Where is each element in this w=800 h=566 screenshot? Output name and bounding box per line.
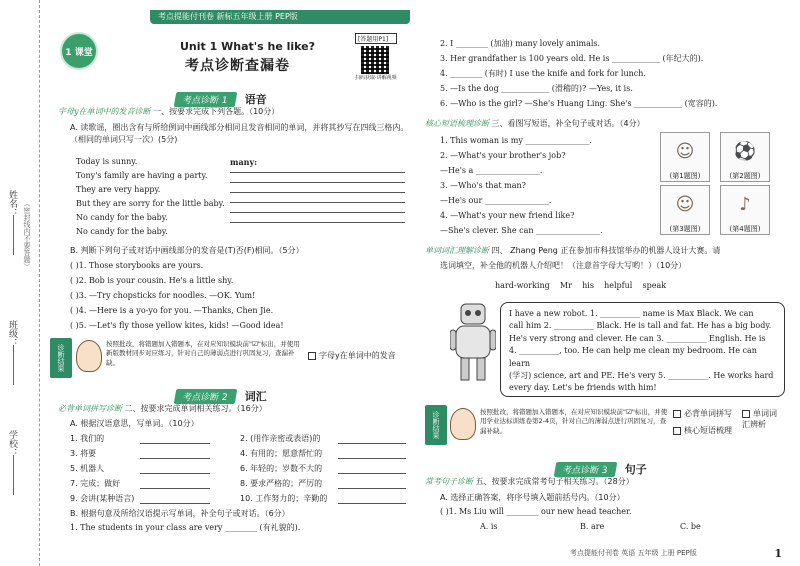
check-phrase[interactable]	[673, 425, 732, 436]
name-line	[13, 215, 14, 255]
q4-text-line2: 选词填空，补全他的机器人介绍吧！（注意首字母大写哟！）（10分）	[440, 261, 687, 270]
phrase-item-2b[interactable]: —He's a ________________.	[440, 166, 543, 175]
q2b-instructions: B. 根据句意及所给汉语提示写单词，补全句子或对话。（6分）	[70, 509, 290, 518]
fill-item-4[interactable]: 4. ________ (有时) I use the knife and fork for lunch.	[440, 69, 646, 78]
q3-tag: 核心短语梳理诊断	[425, 119, 489, 128]
q1b-instructions: B. 判断下列句子或对话中画线部分的发音是(T)否(F)相同。（5分）	[70, 246, 304, 255]
q2a-instructions: A. 根据汉语意思，写单词。（10分）	[70, 419, 199, 428]
check-word-analysis[interactable]	[742, 408, 782, 430]
intro-line-4[interactable]: 4. __________, too. He can help me clean my bedroom. He can learn	[509, 346, 757, 368]
q2-tag: 必背单词拼写诊断	[58, 404, 122, 413]
unit-title: Unit 1 What's he like?	[180, 40, 316, 53]
phonics-item-4[interactable]: ( )4. —Here is a yo-yo for you. —Thanks, Chen Jie.	[70, 306, 274, 315]
writing-line[interactable]	[230, 192, 405, 193]
fill-item-6[interactable]: 6. —Who is the girl? —She's Huang Ling. She's ____________ (宽容的).	[440, 99, 718, 108]
vocab-item-4: 4. 有用的；愿意帮忙的	[240, 449, 323, 458]
writing-line[interactable]	[230, 212, 405, 213]
answer-line[interactable]	[140, 443, 210, 444]
word-bank-item: speak	[642, 281, 667, 290]
q4-text: 四、 Zhang Peng 正在参加市科技馆举办的机器人设计大赛。请	[491, 246, 721, 255]
example-word: many:	[230, 157, 258, 167]
class-label: 班级：	[7, 320, 17, 347]
word-bank	[495, 281, 666, 290]
section1-header	[175, 88, 267, 107]
check-label: 必背单词拼写	[684, 409, 732, 418]
option-b[interactable]: B. are	[580, 522, 605, 531]
mc-question-1: ( )1. Ms Liu will ________ our new head teacher.	[440, 507, 632, 516]
tip-text-2: 按照批改，将错题加入错题本，在对应知识模块前"☑"标出，并使用学业达标训练卷第2-4页，针对自己的薄弱点进行巩固复习，查漏补缺。	[480, 408, 668, 435]
phrase-item-3b[interactable]: —He's our ________________.	[440, 196, 552, 205]
checkbox[interactable]	[673, 427, 681, 435]
teacher-avatar	[76, 340, 102, 372]
answer-line[interactable]	[140, 473, 210, 474]
writing-line[interactable]	[230, 172, 405, 173]
answer-line[interactable]	[338, 503, 406, 504]
qr-tag: [答题用P1]	[355, 33, 397, 44]
page-title: 考点诊断查漏卷	[185, 58, 290, 74]
q2-text: 二、按要求完成单词相关练习。（16分）	[124, 404, 267, 413]
intro-line-2[interactable]: call him 2. __________ Black. He is tall and fat. He has a big body.	[509, 321, 772, 331]
tip-text: 按照批改，将错题加入错题本，在对应知识模块前"☑"标出，并使用新版教材同步对应练习，针对自己的薄弱点进行巩固复习，查漏补缺。	[106, 340, 300, 367]
checkbox[interactable]	[742, 410, 750, 418]
q4-heading	[425, 245, 720, 256]
section3-title: 句子	[624, 463, 647, 476]
vocab-item-3: 3. 将要	[70, 449, 97, 458]
school-label: 学校：	[7, 430, 17, 457]
section3-banner: 考点诊断 3	[554, 462, 617, 477]
rhyme-line-6: No candy for the baby.	[76, 227, 168, 236]
check-label: 单词词汇辨析	[742, 409, 777, 429]
intro-line-1[interactable]: I have a new robot. 1. __________ name is Max Black. We can	[509, 309, 754, 318]
fill-item-3[interactable]: 3. Her grandfather is 100 years old. He is ____________ (年纪大的).	[440, 54, 704, 63]
vocab-item-5: 5. 机器人	[70, 464, 105, 473]
intro-line-6: every day. Let's be friends with him!	[509, 383, 657, 393]
answer-line[interactable]	[338, 473, 406, 474]
picture-4-caption: (第4题图)	[729, 225, 761, 233]
qr-caption: 扫码获取·讲解视频	[355, 75, 397, 81]
q1-tag: 字母y在单词中的发音诊断	[58, 107, 151, 116]
answer-line[interactable]	[338, 443, 406, 444]
phonics-item-2[interactable]: ( )2. Bob is your cousin. He's a little shy.	[70, 276, 234, 285]
q5-tag: 常考句子诊断	[425, 477, 473, 486]
word-bank-item: helpful	[604, 281, 633, 290]
q1-heading	[58, 106, 279, 117]
binding-strip	[0, 0, 40, 566]
section2-header	[175, 385, 267, 404]
fill-item-5[interactable]: 5. —Is the dog ____________ (滑稽的)? —Yes, it is.	[440, 84, 633, 93]
phrase-item-4b[interactable]: —She's clever. She can ________________.	[440, 226, 603, 235]
checkbox[interactable]	[308, 352, 316, 360]
section2-banner: 考点诊断 2	[174, 389, 237, 404]
vocab-item-10: 10. 工作努力的；辛勤的	[240, 494, 328, 503]
option-c[interactable]: C. be	[680, 522, 701, 531]
rhyme-line-5: No candy for the baby.	[76, 213, 168, 222]
picture-2: ⚽ (第2题图)	[720, 132, 770, 182]
fill-item-1[interactable]: 1. The students in your class are very ________ (有礼貌的).	[70, 523, 301, 532]
q5a-instructions: A. 选择正确答案，将序号填入题前括号内。（10分）	[440, 493, 625, 502]
vocab-item-8: 8. 要求严格的；严厉的	[240, 479, 323, 488]
diagnosis-result-icon: 诊断结果	[50, 338, 72, 378]
q5-text: 五、按要求完成常考句子相关练习。（28分）	[475, 477, 634, 486]
vocab-item-1: 1. 我们的	[70, 434, 105, 443]
answer-line[interactable]	[338, 458, 406, 459]
vocab-item-2: 2. (用作亲密或表语)的	[240, 434, 321, 443]
check-vocab[interactable]	[673, 408, 732, 419]
teacher-avatar-2	[450, 408, 476, 440]
writing-line[interactable]	[230, 222, 405, 223]
school-line	[13, 455, 14, 495]
word-bank-item: hard-working	[495, 281, 550, 290]
seal-note: （密封线内不要答题）	[23, 200, 31, 270]
answer-line[interactable]	[140, 458, 210, 459]
picture-1: ☺ (第1题图)	[660, 132, 710, 182]
q1a-instructions: A. 读歌谣，圈出含有与所给例词中画线部分相同且发音相同的单词，并将其抄写在四线三格内。（相同的单词只写一次）(5分)	[70, 123, 409, 144]
check-label: 字母y在单词中的发音	[319, 351, 396, 360]
q3-text: 三、看图写短语，补全句子或对话。（4分）	[491, 119, 645, 128]
picture-3: ☺ (第3题图)	[660, 185, 710, 235]
writing-line[interactable]	[230, 182, 405, 183]
phonics-item-5[interactable]: ( )5. —Let's fly those yellow kites, kids! —Good idea!	[70, 321, 284, 330]
robot-intro-bubble	[500, 302, 785, 397]
brand-logo: 1 课堂	[60, 32, 98, 70]
intro-line-3[interactable]: He's very strong and clever. He can 3. __________ English. He is	[509, 333, 766, 343]
vocab-item-7: 7. 完成；做好	[70, 479, 121, 488]
vocab-item-9: 9. 会讲(某种语言)	[70, 494, 135, 503]
section3-header	[555, 458, 647, 477]
rhyme-line-2: Tony's family are having a party.	[76, 171, 208, 180]
check-label: 核心短语梳理	[684, 426, 732, 435]
class-line	[13, 345, 14, 385]
page-number: 1	[774, 547, 782, 560]
intro-line-5[interactable]: (学习) science, art and PE. He's very 5. __________. He works hard	[509, 370, 774, 380]
diagnosis-result-icon-2: 诊断结果	[425, 405, 447, 445]
check-phonics[interactable]	[308, 350, 396, 361]
checkbox[interactable]	[673, 410, 681, 418]
phrase-item-4a: 4. —What's your new friend like?	[440, 211, 575, 220]
rhyme-line-1: Today is sunny.	[76, 157, 138, 166]
answer-line[interactable]	[140, 503, 210, 504]
phrase-item-2a: 2. —What's your brother's job?	[440, 151, 566, 160]
picture-2-caption: (第2题图)	[729, 172, 761, 180]
q4-tag: 单词词汇理解诊断	[425, 246, 489, 255]
rhyme-line-4: But they are sorry for the little baby.	[76, 199, 225, 208]
phonics-item-1[interactable]: ( )1. Those storybooks are yours.	[70, 261, 204, 270]
q1-text: 一、按要求完成下列各题。（10分）	[153, 107, 280, 116]
qr-block	[355, 33, 397, 81]
answer-line[interactable]	[338, 488, 406, 489]
section2-title: 词汇	[244, 390, 267, 403]
q5-heading	[425, 476, 634, 487]
picture-3-caption: (第3题图)	[669, 225, 701, 233]
footer-text: 考点提能付刊卷 英语 五年级 上册 PEP版	[570, 549, 697, 557]
word-bank-item: Mr	[559, 281, 572, 290]
writing-line[interactable]	[230, 202, 405, 203]
option-a[interactable]: A. is	[480, 522, 498, 531]
vocab-item-6: 6. 年轻的；岁数不大的	[240, 464, 323, 473]
rhyme-line-3: They are very happy.	[76, 185, 161, 194]
section1-banner: 考点诊断 1	[174, 92, 237, 107]
picture-4: ♪ (第4题图)	[720, 185, 770, 235]
name-label: 姓名：	[7, 190, 17, 217]
answer-line[interactable]	[140, 488, 210, 489]
phrase-item-3a: 3. —Who's that man?	[440, 181, 526, 190]
q3-heading	[425, 118, 645, 129]
q2-heading	[58, 403, 267, 414]
top-banner: 考点提能付刊卷 新标五年级上册 PEP版	[150, 10, 410, 24]
fill-item-2[interactable]: 2. I ________ (加油) many lovely animals.	[440, 39, 601, 48]
phonics-item-3[interactable]: ( )3. —Try chopsticks for noodles. —OK. Yum!	[70, 291, 256, 300]
picture-1-caption: (第1题图)	[669, 172, 701, 180]
phrase-item-1[interactable]: 1. This woman is my ________________.	[440, 136, 592, 145]
section1-title: 语音	[244, 93, 267, 106]
word-bank-item: his	[582, 281, 594, 290]
qr-code-icon[interactable]	[361, 46, 389, 74]
robot-illustration	[450, 302, 496, 384]
